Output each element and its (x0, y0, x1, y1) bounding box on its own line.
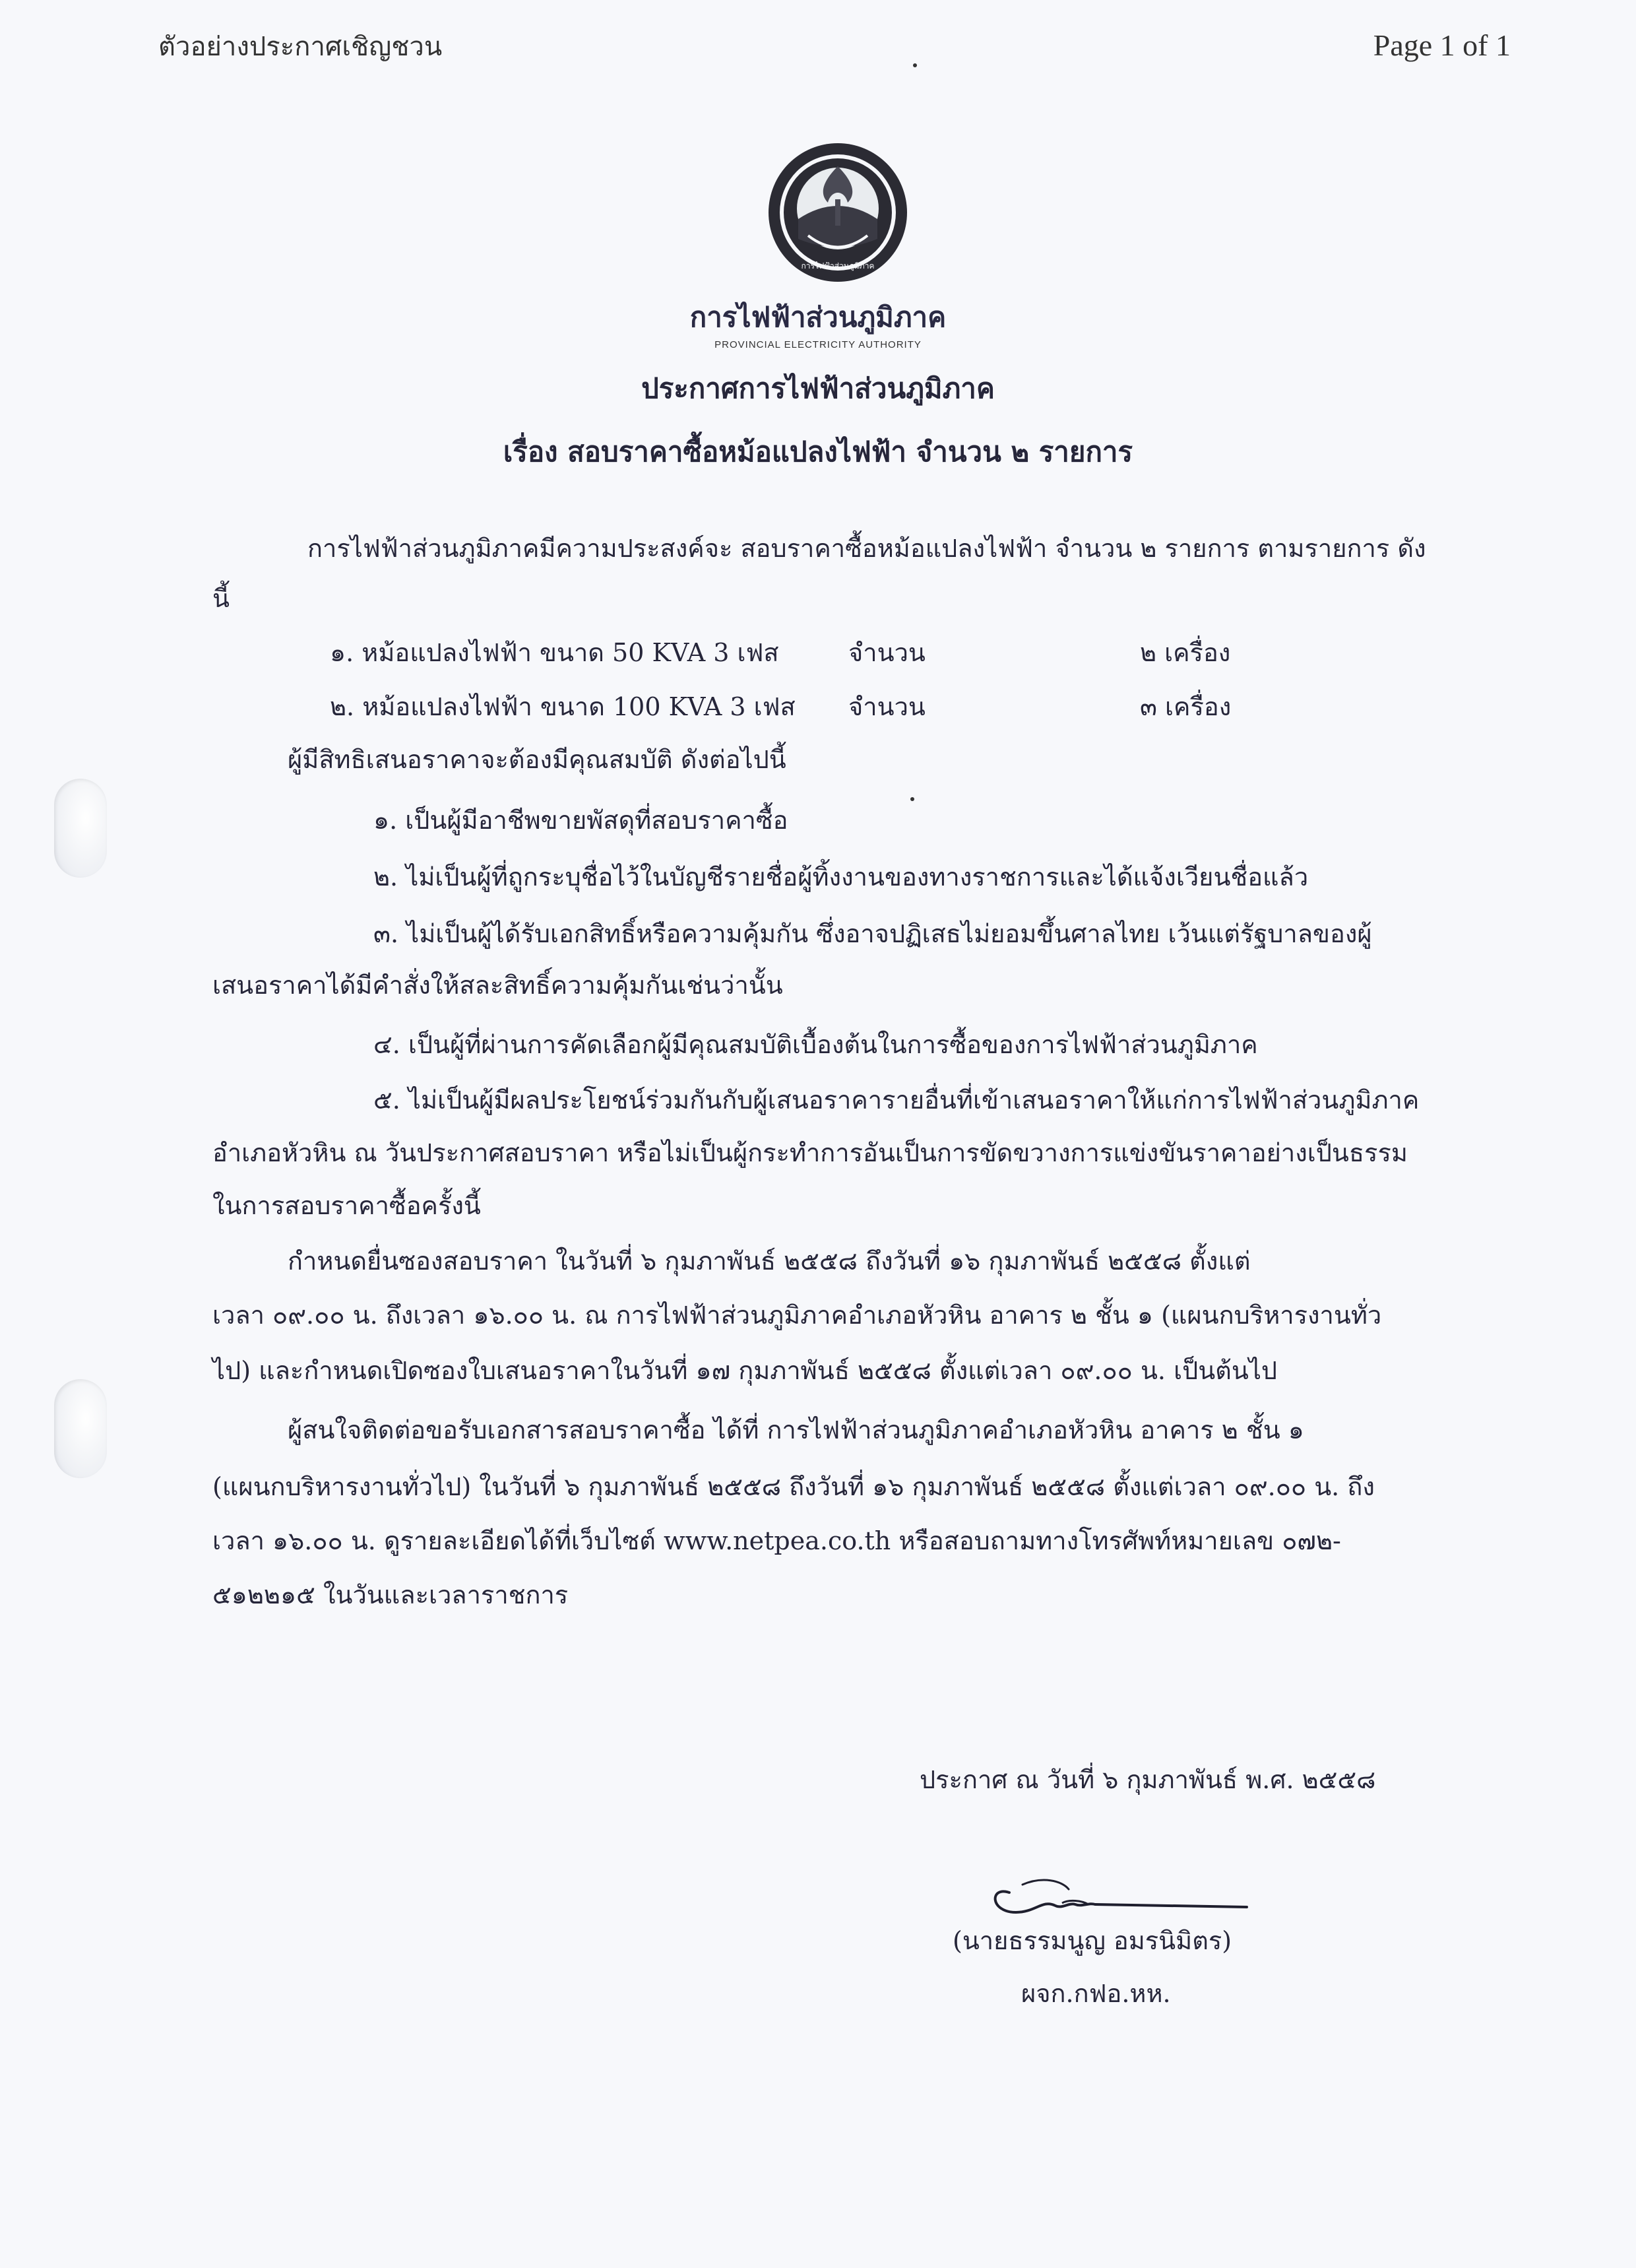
qualification-3-line-1: ๓. ไม่เป็นผู้ได้รับเอกสิทธิ์หรือความคุ้มกัน ซึ่งอาจปฏิเสธไม่ยอมขึ้นศาลไทย เว้นแต่รัฐบาลของผู้ (373, 919, 1372, 948)
qualification-5-line-1: ๕. ไม่เป็นผู้มีผลประโยชน์ร่วมกันกับผู้เสนอราคารายอื่นที่เข้าเสนอราคาให้แก่การไฟฟ้าส่วนภูมิภาค (373, 1085, 1420, 1115)
qualification-5-line-2: อำเภอหัวหิน ณ วันประกาศสอบราคา หรือไม่เป็นผู้กระทำการอันเป็นการขัดขวางการแข่งขันราคาอย่างเป็นธรรม (212, 1138, 1408, 1167)
qualification-1: ๑. เป็นผู้มีอาชีพขายพัสดุที่สอบราคาซื้อ (373, 806, 788, 835)
punch-hole-top (54, 779, 107, 878)
announcement-date: ประกาศ ณ วันที่ ๖ กุมภาพันธ์ พ.ศ. ๒๕๕๘ (920, 1765, 1376, 1794)
signature-icon (983, 1873, 1260, 1926)
page-number: Page 1 of 1 (1373, 28, 1511, 62)
scan-speck (910, 797, 914, 801)
punch-hole-bottom (54, 1379, 107, 1478)
contact-line-2: (แผนกบริหารงานทั่วไป) ในวันที่ ๖ กุมภาพันธ์ ๒๕๕๘ ถึงวันที่ ๑๖ กุมภาพันธ์ ๒๕๕๘ ตั้งแต่เวลา ๐๙.๐๐ น. ถึง (212, 1472, 1375, 1501)
organization-name-thai: การไฟฟ้าส่วนภูมิภาค (689, 301, 947, 333)
submission-line-2: เวลา ๐๙.๐๐ น. ถึงเวลา ๑๖.๐๐ น. ณ การไฟฟ้าส่วนภูมิภาคอำเภอหัวหิน อาคาร ๒ ชั้น ๑ (แผนกบริหารงานทั่ว (212, 1301, 1382, 1330)
announcement-title: ประกาศการไฟฟ้าส่วนภูมิภาค (641, 372, 995, 405)
item-1-qty-label: จำนวน (848, 638, 926, 667)
intro-line-1: การไฟฟ้าส่วนภูมิภาคมีความประสงค์จะ สอบราคาซื้อหม้อแปลงไฟฟ้า จำนวน ๒ รายการ ตามรายการ ดัง (307, 534, 1426, 563)
subject-title: เรื่อง สอบราคาซื้อหม้อแปลงไฟฟ้า จำนวน ๒ รายการ (503, 436, 1133, 468)
item-2-qty: ๓ เครื่อง (1140, 692, 1232, 721)
contact-line-3: เวลา ๑๖.๐๐ น. ดูรายละเอียดได้ที่เว็บไซต์ www.netpea.co.th หรือสอบถามทางโทรศัพท์หมายเลข ๐๗๒- (212, 1526, 1341, 1555)
submission-line-3: ไป) และกำหนดเปิดซองใบเสนอราคาในวันที่ ๑๗ กุมภาพันธ์ ๒๕๕๘ ตั้งแต่เวลา ๐๙.๐๐ น. เป็นต้นไป (212, 1356, 1278, 1385)
scan-speck (913, 63, 917, 67)
contact-line-1: ผู้สนใจติดต่อขอรับเอกสารสอบราคาซื้อ ได้ที่ การไฟฟ้าส่วนภูมิภาคอำเภอหัวหิน อาคาร ๒ ชั้น ๑ (288, 1415, 1304, 1444)
item-2-qty-label: จำนวน (848, 692, 926, 721)
intro-line-2: นี้ (212, 584, 230, 613)
organization-name-english: PROVINCIAL ELECTRICITY AUTHORITY (714, 339, 922, 350)
qualification-2: ๒. ไม่เป็นผู้ที่ถูกระบุชื่อไว้ในบัญชีรายชื่อผู้ทิ้งงานของทางราชการและได้แจ้งเวียนชื่อแล้ว (373, 862, 1309, 891)
contact-line-4: ๕๑๒๒๑๕ ในวันและเวลาราชการ (212, 1580, 569, 1609)
item-1-description: ๑. หม้อแปลงไฟฟ้า ขนาด 50 KVA 3 เฟส (330, 638, 779, 667)
signer-name: (นายธรรมนูญ อมรนิมิตร) (953, 1926, 1232, 1955)
seal-text: การไฟฟ้าส่วนภูมิภาค (801, 261, 875, 271)
header-label: ตัวอย่างประกาศเชิญชวน (158, 32, 443, 62)
item-1-qty: ๒ เครื่อง (1140, 638, 1231, 667)
pea-seal-icon (765, 140, 910, 285)
qualifications-heading: ผู้มีสิทธิเสนอราคาจะต้องมีคุณสมบัติ ดังต่อไปนี้ (288, 745, 786, 774)
submission-line-1: กำหนดยื่นซองสอบราคา ในวันที่ ๖ กุมภาพันธ์ ๒๕๕๘ ถึงวันที่ ๑๖ กุมภาพันธ์ ๒๕๕๘ ตั้งแต่ (288, 1247, 1251, 1276)
qualification-4: ๔. เป็นผู้ที่ผ่านการคัดเลือกผู้มีคุณสมบัติเบื้องต้นในการซื้อของการไฟฟ้าส่วนภูมิภาค (373, 1030, 1258, 1059)
signer-title: ผจก.กฟอ.หห. (1021, 1979, 1171, 2008)
qualification-3-line-2: เสนอราคาได้มีคำสั่งให้สละสิทธิ์ความคุ้มกันเช่นว่านั้น (212, 971, 783, 1000)
item-2-description: ๒. หม้อแปลงไฟฟ้า ขนาด 100 KVA 3 เฟส (330, 692, 796, 721)
qualification-5-line-3: ในการสอบราคาซื้อครั้งนี้ (212, 1191, 481, 1220)
